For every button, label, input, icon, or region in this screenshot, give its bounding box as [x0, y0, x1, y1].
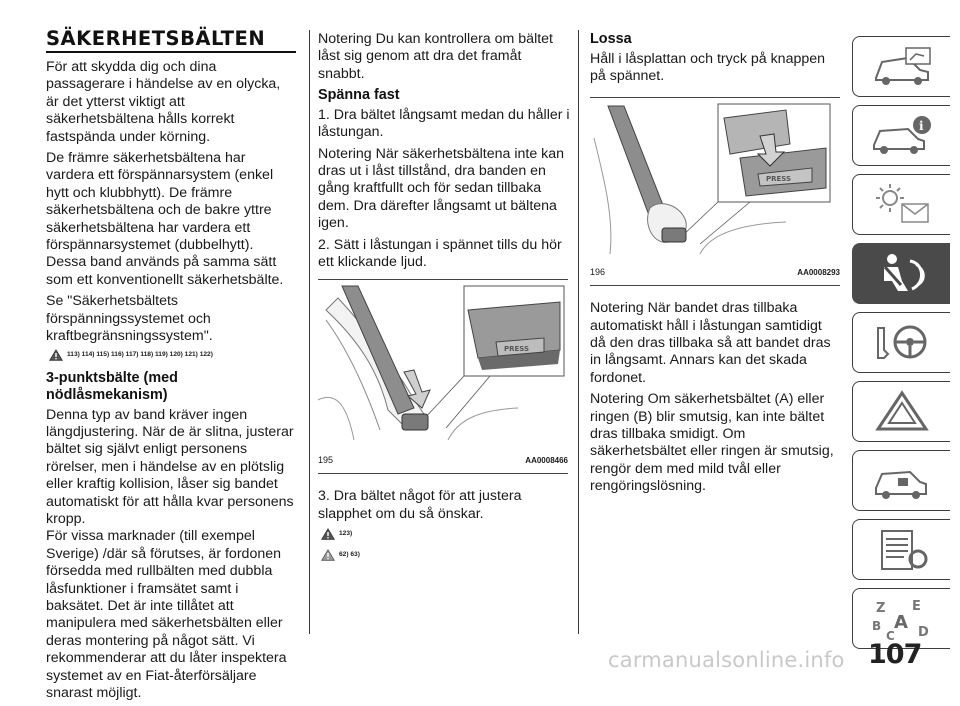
press-label: PRESS [504, 345, 530, 354]
tab-starting-driving[interactable] [852, 312, 950, 373]
fasten-step-2: 2. Sätt i låstungan i spännet tills du hör ett klickande ljud. [318, 236, 562, 270]
figure-196 [590, 97, 840, 286]
figure-code: AA0008293 [797, 267, 840, 277]
intro-paragraph: För att skydda dig och dina passagerare i händelse av en olycka, är det ytterst viktigt att säkerhetsbältena hålls korrekt fastspända under körning. [46, 59, 281, 145]
retraction-note: Notering När bandet dras tillbaka automatiskt håll i låstungan samtidigt då den dras tillbaka så att bandet dras in långsamt. Annars kan det skada fordonet. [590, 300, 831, 386]
lights-message-icon [868, 182, 936, 228]
warning-reference [49, 349, 296, 362]
figure-number: 195 [318, 454, 334, 465]
warning-reference-numbers: 113) 114) 115) 116) 117) 118) 119) 120) 121) 122) [67, 351, 213, 359]
svg-text:B: B [871, 618, 881, 633]
reference-paragraph: Se "Säkerhetsbältets förspänningssystemet och kraftbegränsningssystem". [46, 293, 213, 345]
figure-number: 196 [590, 266, 606, 277]
locked-belt-note: Notering När säkerhetsbältena inte kan dras ut i låst tillstånd, dra banden en gång kraftfullt och för sedan tillbaka dem. Dra därefter långsamt ut bältena igen. [318, 145, 565, 232]
warning-reference [321, 527, 570, 540]
figure-caption [318, 448, 568, 473]
warning-triangle-icon [321, 528, 335, 540]
three-point-belt-paragraph: Denna typ av band kräver ingen längdjustering. När de är slitna, justerar bältet sig självt enligt personens rörelser, men i händelse av en plötslig eller kraftig kollision, låser sig bandet automatiskt för att hålla kvar personens kropp. [46, 406, 294, 527]
svg-text:A: A [893, 611, 908, 633]
caution-triangle-icon [321, 549, 335, 561]
index-letters-icon [868, 596, 936, 642]
svg-text:i: i [918, 118, 924, 133]
specifications-list-icon [868, 527, 936, 573]
seatbelt-airbag-icon [868, 251, 936, 297]
fasten-heading: Spänna fast [318, 87, 400, 104]
page-number: 107 [868, 639, 922, 670]
column-left [46, 28, 296, 706]
dual-lock-paragraph: För vissa marknader (till exempel Sverige) /där så förutses, är fordonen försedda med rullbälten med dubbla låsfunktioner i framsätet samt i baksätet. Det är inte tillåtet att manipulera med säkerhetsbälten eller deras montering på något sätt. Vi rekommenderar att du låter inspektera systemet av en Fiat-återförsäljare snarast möjligt. [46, 528, 287, 701]
column-middle [318, 31, 570, 569]
fasten-step-3: 3. Dra bältet något för att justera slapphet om du så önskar. [318, 488, 522, 522]
column-right [590, 31, 840, 500]
tab-safety[interactable] [852, 243, 950, 304]
fasten-step-1: 1. Dra bältet långsamt medan du håller i låstungan. [318, 106, 570, 141]
press-label: PRESS [766, 175, 792, 184]
lock-check-note: Notering Du kan kontrollera om bältet låst sig genom att dra det framåt snabbt. [318, 31, 554, 82]
chapter-tabs [852, 36, 952, 657]
column-divider [578, 30, 579, 634]
warning-triangle-icon [49, 349, 63, 361]
figure-code: AA0008466 [525, 455, 568, 465]
release-instruction: Håll i låsplattan och tryck på knappen på spännet. [590, 50, 826, 84]
tab-car-info[interactable] [852, 105, 950, 166]
release-heading: Lossa [590, 31, 632, 47]
buckle-insertion-illustration [318, 280, 568, 442]
caution-reference-numbers: 62) 63) [339, 550, 360, 558]
column-divider [309, 30, 310, 634]
tab-lights-messages[interactable] [852, 174, 950, 235]
car-wrench-icon [868, 458, 936, 504]
watermark: carmanualsonline.info [608, 648, 845, 672]
svg-text:Z: Z [875, 600, 885, 616]
buckle-release-illustration [590, 98, 840, 254]
tab-technical-data[interactable] [852, 519, 950, 580]
title-underline [46, 51, 296, 53]
svg-text:C: C [885, 628, 895, 643]
tab-emergency[interactable] [852, 381, 950, 442]
pretensioner-paragraph: De främre säkerhetsbältena har vardera ett förspännarsystem (enkel hytt och klubbhytt). De främre säkerhetsbältena och de bakre yttre säkerhetsbältena har vardera ett förspännarsystemet (dubbelhytt). Dessa band används på samma sätt som ett konventionellt säkerhetsbälte. [46, 150, 284, 288]
dirty-belt-note: Notering Om säkerhetsbältet (A) eller ringen (B) blir smutsig, kan inte bältet dras tillbaka smidigt. Om säkerhetsbältet eller ringen är smutsig, rengör dem med mild tvål eller rengöringslösning. [590, 391, 834, 495]
section-title: SÄKERHETSBÄLTEN [46, 27, 266, 50]
car-dashboard-icon [868, 44, 936, 90]
warning-triangle-icon [868, 389, 936, 435]
tab-dashboard[interactable] [852, 36, 950, 97]
car-info-icon [868, 113, 936, 159]
three-point-belt-heading: 3-punktsbälte (med nödlåsmekanism) [46, 369, 178, 403]
caution-reference [321, 548, 570, 561]
warning-reference-numbers: 123) [339, 529, 353, 537]
figure-195 [318, 279, 568, 474]
key-steering-wheel-icon [868, 320, 936, 366]
tab-maintenance[interactable] [852, 450, 950, 511]
svg-text:D: D [917, 624, 929, 640]
figure-caption [590, 260, 840, 285]
svg-text:E: E [911, 598, 921, 614]
